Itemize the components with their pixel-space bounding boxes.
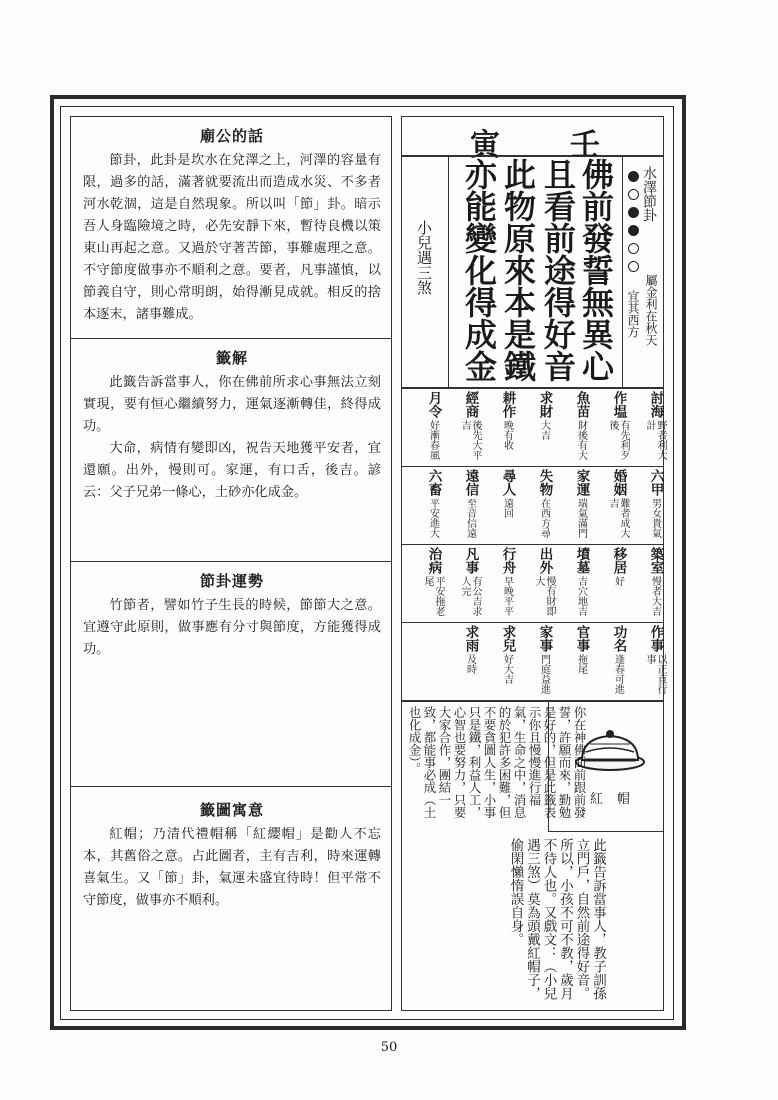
poem-line-3: 此物原來本是鐵 [499, 158, 537, 382]
grid-cell [638, 625, 672, 697]
grid-cell-title: 六畜 [425, 469, 442, 496]
yang-dot-icon [628, 225, 639, 236]
section-body-1: 此籤告訴當事人，你在佛前所求心事無法立刻實現，要有恒心繼續努力，運氣逐漸轉佳，終得成功。 [83, 375, 381, 434]
grid-cell-result: 遠回 [501, 498, 513, 518]
grid-cell [527, 625, 561, 697]
grid-cell-title: 失物 [536, 469, 553, 496]
page-number: 50 [380, 1040, 398, 1055]
grid-cell [601, 547, 635, 619]
grid-cell [416, 391, 450, 463]
grid-cell-result: 瑞氣滿門 [575, 498, 587, 538]
grid-cell-title: 耕作 [499, 391, 516, 418]
section-body: 竹節者，譬如竹子生長的時候，節節大之意。宜遵守此原則，做事應有分寸與節度，方能獲得成功。 [83, 598, 381, 657]
poem-line-1: 佛前發誓無異心 [577, 158, 615, 382]
grid-cell [453, 391, 487, 463]
grid-cell-result: 後先大平吉 [459, 420, 481, 460]
grid-cell-result: 拖尾 [575, 654, 587, 674]
left-section-fortune [70, 561, 392, 787]
grid-cell-title: 作塭 [610, 391, 627, 418]
gua-dots [628, 168, 642, 276]
grid-cell [638, 469, 672, 541]
grid-cell-result: 門庭益進 [538, 654, 550, 694]
section-title: 籤解 [215, 349, 248, 367]
poem-divider-right [622, 156, 623, 388]
grid-cell-result: 逢春可進 [612, 654, 624, 694]
grid-cell-result: 及時 [464, 654, 476, 674]
grid-cell-result: 晚有收 [501, 420, 513, 450]
grid-cell [416, 469, 450, 541]
left-section-temple-words [70, 116, 392, 339]
grid-cell-title: 凡事 [462, 547, 479, 574]
grid-cell [601, 625, 635, 697]
grid-cell-result: 好大吉 [501, 654, 513, 684]
section-title: 籤圖寓意 [199, 801, 264, 819]
grid-cell-title: 六甲 [647, 469, 664, 496]
grid-cell-result: 難者成大吉 [607, 498, 629, 538]
section-title: 廟公的話 [199, 127, 264, 145]
yin-dot-icon [628, 189, 639, 200]
grid-cell-result: 好 [612, 576, 624, 586]
grid-cell-title: 家運 [573, 469, 590, 496]
grid-cell-title: 行舟 [499, 547, 516, 574]
grid-cell [416, 547, 450, 619]
yang-dot-icon [628, 171, 639, 182]
grid-cell [490, 391, 524, 463]
grid-cell-title: 築室 [647, 547, 664, 574]
poem-line-2: 且看前途得好音 [539, 158, 577, 382]
grid-cell-title: 官事 [573, 625, 590, 652]
grid-cell [453, 547, 487, 619]
grid-cell-title: 月令 [425, 391, 442, 418]
grid-line-1 [401, 466, 664, 467]
grid-cell [638, 391, 672, 463]
grid-cell-title: 經商 [462, 391, 479, 418]
grid-cell-title: 求兒 [499, 625, 516, 652]
yin-dot-icon [628, 261, 639, 272]
gua-note-2: 宜其西方 [626, 290, 640, 338]
grid-cell [490, 625, 524, 697]
grid-cell [453, 469, 487, 541]
gua-name: 水澤節卦 [641, 166, 657, 222]
note-divider-h [548, 831, 664, 832]
grid-cell-title: 魚苗 [573, 391, 590, 418]
left-section-explanation [70, 338, 392, 562]
grid-cell-result: 平安拖老尾 [422, 576, 444, 616]
image-caption: 紅帽 [590, 792, 645, 807]
header-char-2: 壬 [570, 128, 600, 163]
grid-cell [601, 391, 635, 463]
grid-cell-title: 討海 [647, 391, 664, 418]
yang-dot-icon [628, 207, 639, 218]
grid-cell-result: 吉穴地吉 [575, 576, 587, 616]
grid-cell-result: 以正直行事 [644, 654, 666, 694]
grid-cell [527, 469, 561, 541]
grid-cell-title: 遠信 [462, 469, 479, 496]
grid-cell-result: 有先利歹後 [607, 420, 629, 460]
section-body-2: 大命，病情有變即凶，祝告天地獲平安者，宜還願。出外，慢則可。家運，有口舌，後吉。諺云：父子兄弟一條心，土砂亦化成金。 [83, 441, 381, 500]
grid-cell [564, 547, 598, 619]
grid-cell-title: 尋人 [499, 469, 516, 496]
poem-header [401, 116, 664, 156]
grid-cell-title: 家事 [536, 625, 553, 652]
grid-cell [601, 469, 635, 541]
story-title: 小兒遇三煞 [415, 220, 433, 295]
grid-cell-result: 好漸春風 [427, 420, 439, 460]
grid-cell-result: 至音信遠 [464, 498, 476, 538]
grid-cell [490, 469, 524, 541]
grid-cell [564, 391, 598, 463]
grid-cell-title: 出外 [536, 547, 553, 574]
grid-cell [527, 391, 561, 463]
grid-cell-title: 治病 [425, 547, 442, 574]
section-body: 節卦，此卦是坎水在兌澤之上，河澤的容量有限，過多的話，滿著就要流出而造成水災、不多者河水乾涸，這是自然現象。所以叫「節」卦。暗示吾人身臨險境之時，必先安靜下來，暫待良機以策東山再起之意。又過於守著苦節，事難處理之意。不守節度做事亦不順利之意。要者，凡事謹慎，以節義自守，則心常明朗，始得漸見成就。相反的捨本逐末，諸事難成。 [83, 153, 381, 322]
grid-cell-result: 財後有大 [575, 420, 587, 460]
note-text-2: 此籤告訴當事人，教子訓孫立門戶，自然前途得好音。所以，小孩不可不教，歲月不待人也。又戲文：（小兒遇三煞）莫為頭戴紅帽子，偷閑懶惰誤自身。 [507, 838, 606, 1000]
grid-cell-result: 平安進大 [427, 498, 439, 538]
grid-cell-result: 慢有財即大 [533, 576, 555, 616]
grid-cell-result: 男女貴氣 [649, 498, 661, 538]
grid-cell [564, 625, 598, 697]
grid-cell [527, 547, 561, 619]
grid-cell-result: 慢者大吉 [649, 576, 661, 616]
grid-cell-result: 野者利大計 [644, 420, 666, 460]
section-title: 節卦運勢 [199, 572, 264, 590]
poem-line-4: 亦能變化得成金 [460, 158, 498, 382]
header-char-1: 寅 [470, 128, 500, 163]
grid-line-2 [401, 544, 664, 545]
grid-cell-title: 作事 [647, 625, 664, 652]
grid-cell-result: 早晚平平 [501, 576, 513, 616]
grid-cell-title: 移居 [610, 547, 627, 574]
grid-cell [453, 625, 487, 697]
section-body: 紅帽；乃清代禮帽稱「紅纓帽」是勸人不忘本，其舊俗之意。占此圖者，主有吉利，時來運轉喜氣生。又「節」卦，氣運未盛宜待時！但平常不守節度，做事亦不順利。 [83, 827, 381, 908]
grid-cell-title: 求財 [536, 391, 553, 418]
grid-cell-title: 求雨 [462, 625, 479, 652]
grid-cell [638, 547, 672, 619]
grid-cell-result: 在西方尋 [538, 498, 550, 538]
note-text: 你在神佛面前跟前發誓，許願而來，勤勉是好的，但是此籤表示你且慢慢進行福氣，生命之中，消息的於犯許多困難，但不要貪圖人生，小事只是鐵，利益人工，心智也要努力，只要大家合作，團結一致，都能事必成（土也化成金）。 [407, 706, 587, 819]
grid-cell-title: 婚姻 [610, 469, 627, 496]
grid-cell-result: 有公吉求人完 [459, 576, 481, 616]
yin-dot-icon [628, 243, 639, 254]
grid-line-3 [401, 622, 664, 623]
grid-cell-result: 大吉 [538, 420, 550, 440]
grid-cell [564, 469, 598, 541]
grid-cell [490, 547, 524, 619]
grid-cell-title: 墳墓 [573, 547, 590, 574]
gua-note: 屬金利在秋天 [644, 274, 658, 346]
grid-cell-title: 功名 [610, 625, 627, 652]
poem-divider-left [448, 156, 449, 388]
left-section-image-meaning [70, 786, 392, 1011]
